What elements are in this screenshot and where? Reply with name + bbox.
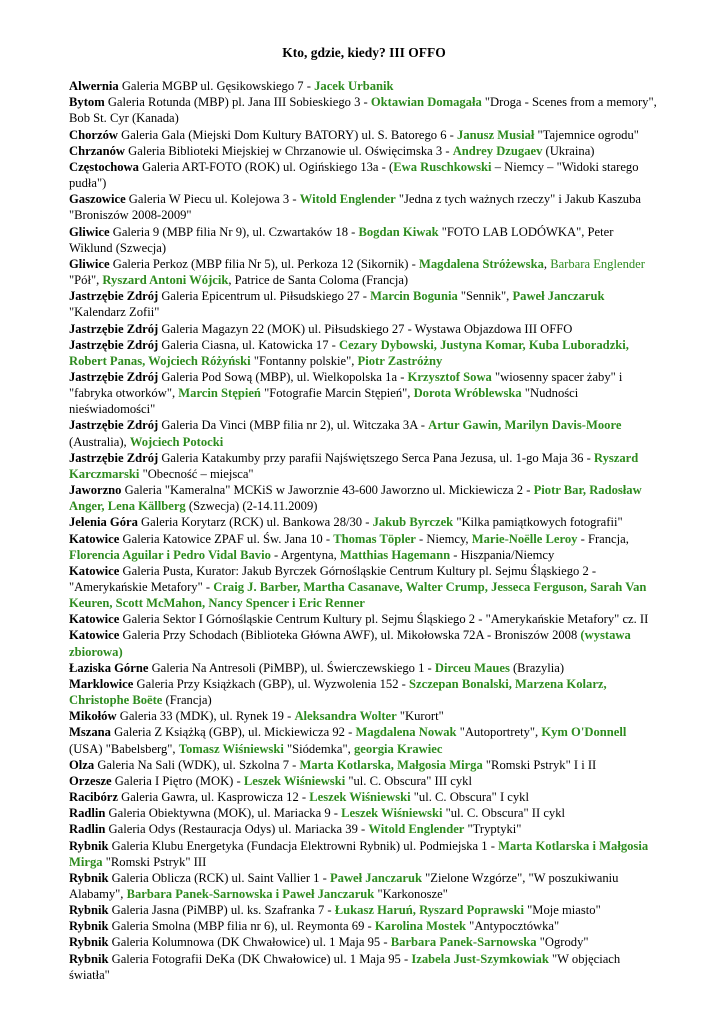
entry-text: Galeria Epicentrum ul. Piłsudskiego 27 - (158, 289, 371, 304)
entry-text: (Brazylia) (509, 660, 565, 675)
artist-name: Piotr Bar, Radosław Anger, Lena Källberg (69, 483, 642, 514)
entry-text: "Romski Pstryk" III (102, 854, 207, 869)
city-name: Jastrzębie Zdrój (69, 369, 159, 384)
city-name: Rybnik (69, 919, 109, 934)
city-name: Orzesze (69, 773, 112, 788)
entry-text: "Nudności nieświadomości" (69, 386, 579, 417)
entry-text: "Romski Pstryk" I i II (482, 757, 597, 772)
artist-name: Dorota Wróblewska (413, 386, 522, 401)
listing-entry (69, 757, 659, 773)
entry-text: Galeria I Piętro (MOK) - (111, 773, 244, 788)
listing-entry (69, 256, 659, 288)
entry-text: Galeria Perkoz (MBP filia Nr 5), ul. Perkoza 12 (Sikornik) - (109, 256, 419, 271)
listing-entry (69, 514, 659, 530)
entry-text: Galeria W Piecu ul. Kolejowa 3 - (125, 192, 300, 207)
artist-name: Craig J. Barber, Martha Casanave, Walter Crump, Jesseca Ferguson, Sarah Van Keuren, Scott McMahon, Nancy Spencer i Eric Renner (69, 580, 647, 611)
entry-text: (Ukraina) (542, 143, 595, 158)
artist-name: Barbara Panek-Sarnowska i Paweł Janczaruk (126, 886, 375, 901)
artist-name: Witold Englender (299, 192, 396, 207)
document-title: Kto, gdzie, kiedy? III OFFO (282, 45, 446, 60)
entry-text: Galeria Katowice ZPAF ul. Św. Jana 10 - (119, 531, 334, 546)
entry-text: Galeria 9 (MBP filia Nr 9), ul. Czwartaków 18 - (109, 224, 359, 239)
city-name: Radlin (69, 806, 106, 821)
artist-name: Oktawian Domagała (370, 95, 482, 110)
artist-name: Paweł Janczaruk (512, 289, 605, 304)
entry-text: "Autoportrety", (456, 725, 542, 740)
artist-name: Andrey Dzugaev (452, 143, 543, 158)
artist-name: Karolina Mostek (374, 919, 466, 934)
entry-text: "Sennik", (457, 289, 513, 304)
listing-entry (69, 369, 659, 417)
artist-name: Leszek Wiśniewski (309, 790, 411, 805)
listing-entry (69, 838, 659, 870)
entry-text: Galeria Odys (Restauracja Odys) ul. Mariacka 39 - (105, 822, 369, 837)
artist-name: Krzysztof Sowa (407, 369, 492, 384)
artist-name: Ryszard Karczmarski (69, 450, 639, 481)
entry-text: Galeria Smolna (MBP filia nr 6), ul. Reymonta 69 - (108, 919, 375, 934)
city-name: Rybnik (69, 870, 109, 885)
artist-name: Leszek Wiśniewski (341, 806, 443, 821)
artist-name: Marie-Noëlle Leroy (471, 531, 578, 546)
entry-text: Galeria Oblicza (RCK) ul. Saint Vallier 1 - (108, 870, 330, 885)
city-name: Radlin (69, 822, 106, 837)
entry-text: Galeria ART-FOTO (ROK) ul. Ogińskiego 13a - ( (138, 159, 394, 174)
artist-name: Marta Kotlarska, Małgosia Mirga (299, 757, 483, 772)
entry-text: Galeria Gala (Miejski Dom Kultury BATORY) ul. S. Batorego 6 - (117, 127, 458, 142)
city-name: Bytom (69, 95, 105, 110)
artist-name: Leszek Wiśniewski (243, 773, 346, 788)
listing-entry (69, 143, 659, 159)
entry-text: Galeria "Kameralna" MCKiS w Jaworznie 43-600 Jaworzno ul. Mickiewicza 2 - (121, 483, 534, 498)
entry-text: "Kalendarz Zofii" (69, 305, 160, 320)
artist-name: Jakub Byrczek (372, 515, 454, 530)
entry-text: "Obecność – miejsca" (139, 466, 254, 481)
listing-entry (69, 224, 659, 256)
artist-name: (wystawa zbiorowa) (69, 628, 631, 659)
city-name: Alwernia (69, 79, 119, 94)
entry-text: "Siódemka", (283, 741, 354, 756)
entry-text: "Fontanny polskie", (250, 353, 358, 368)
city-name: Racibórz (69, 790, 118, 805)
listing-entry (69, 94, 659, 126)
city-name: Katowice (69, 628, 120, 643)
listing-entry (69, 482, 659, 514)
city-name: Łaziska Górne (69, 660, 149, 675)
city-name: Rybnik (69, 838, 109, 853)
entry-text: "Tryptyki" (464, 822, 522, 837)
listing-entry (69, 417, 659, 449)
artist-name: Ewa Ruschkowski (393, 159, 492, 174)
listing-entry (69, 531, 659, 563)
entry-text: - Argentyna, (270, 547, 340, 562)
entry-text: "ul. C. Obscura" I cykl (410, 790, 529, 805)
city-name: Jaworzno (69, 483, 122, 498)
entry-text: Galeria Kolumnowa (DK Chwałowice) ul. 1 Maja 95 - (108, 935, 391, 950)
city-name: Jastrzębie Zdrój (69, 450, 159, 465)
entry-text: "Moje miasto" (523, 903, 601, 918)
entry-text: "Ogrody" (536, 935, 589, 950)
entry-text: "ul. C. Obscura" III cykl (345, 773, 472, 788)
listing-entry (69, 288, 659, 320)
entry-text: "Jedna z tych ważnych rzeczy" i Jakub Kaszuba "Broniszów 2008-2009" (69, 192, 641, 223)
city-name: Mszana (69, 725, 111, 740)
city-name: Jastrzębie Zdrój (69, 337, 159, 352)
listing-entry (69, 789, 659, 805)
artist-name: Tomasz Wiśniewski (178, 741, 284, 756)
entry-text: "Karkonosze" (374, 886, 448, 901)
artist-name: Marta Kotlarska i Małgosia Mirga (69, 838, 649, 869)
artist-name: georgia Krawiec (353, 741, 443, 756)
entry-text: , (543, 256, 551, 271)
entry-text: Galeria Biblioteki Miejskiej w Chrzanowie ul. Oświęcimska 3 - (124, 143, 453, 158)
city-name: Jastrzębie Zdrój (69, 418, 159, 433)
gallery-listing (69, 78, 659, 983)
artist-name: Jacek Urbanik (314, 79, 394, 94)
city-name: Katowice (69, 563, 120, 578)
listing-entry (69, 870, 659, 902)
city-name: Jastrzębie Zdrój (69, 289, 159, 304)
entry-text: "FOTO LAB LODÓWKA", Peter Wiklund (Szwecja) (69, 224, 614, 255)
entry-text: - Francja, (577, 531, 629, 546)
listing-entry (69, 934, 659, 950)
artist-name: Artur Gawin, Marilyn Davis-Moore (428, 418, 622, 433)
entry-text: - Niemcy, (415, 531, 472, 546)
listing-entry (69, 159, 659, 191)
entry-text: "Kurort" (396, 709, 444, 724)
city-name: Katowice (69, 612, 120, 627)
entry-text: Galeria Fotografii DeKa (DK Chwałowice) ul. 1 Maja 95 - (108, 951, 412, 966)
city-name: Jelenia Góra (69, 515, 138, 530)
entry-text: Galeria Klubu Energetyka (Fundacja Elektrowni Rybnik) ul. Podmiejska 1 - (108, 838, 499, 853)
city-name: Jastrzębie Zdrój (69, 321, 159, 336)
listing-entry (69, 563, 659, 611)
entry-text: (Francja) (162, 693, 212, 708)
artist-name: Ryszard Antoni Wójcik (102, 273, 229, 288)
city-name: Rybnik (69, 903, 109, 918)
listing-entry (69, 191, 659, 223)
entry-text: "W objęciach światła" (69, 951, 621, 982)
entry-text: Galeria Przy Książkach (GBP), ul. Wyzwolenia 152 - (133, 676, 410, 691)
entry-text: Galeria MGBP ul. Gęsikowskiego 7 - (118, 79, 315, 94)
listing-entry (69, 660, 659, 676)
artist-name: Aleksandra Wolter (294, 709, 397, 724)
city-name: Katowice (69, 531, 120, 546)
entry-text: Galeria 33 (MDK), ul. Rynek 19 - (116, 709, 295, 724)
entry-text: - Hiszpania/Niemcy (450, 547, 555, 562)
entry-text: (Szwecja) (2-14.11.2009) (185, 499, 318, 514)
entry-text: "Droga - Scenes from a memory", Bob St. Cyr (Kanada) (69, 95, 657, 126)
listing-entry (69, 805, 659, 821)
artist-name: Thomas Töpler (333, 531, 416, 546)
city-name: Marklowice (69, 676, 134, 691)
artist-name: Marcin Stępień (178, 386, 261, 401)
entry-text: "Pół", (69, 273, 103, 288)
city-name: Gaszowice (69, 192, 126, 207)
listing-entry (69, 321, 659, 337)
artist-name: Barbara Panek-Sarnowska (390, 935, 537, 950)
entry-text: "Tajemnice ogrodu" (534, 127, 639, 142)
entry-text: Galeria Z Książką (GBP), ul. Mickiewicza 92 - (110, 725, 356, 740)
artist-name: Barbara Englender (550, 256, 645, 271)
artist-name: Szczepan Bonalski, Marzena Kolarz, Christophe Boëte (69, 676, 607, 708)
artist-name: Magdalena Nowak (355, 725, 457, 740)
listing-entry (69, 708, 659, 724)
city-name: Chorzów (69, 127, 118, 142)
entry-text: Galeria Ciasna, ul. Katowicka 17 - (158, 337, 339, 352)
listing-entry (69, 918, 659, 934)
artist-name: Janusz Musiał (457, 127, 535, 142)
listing-entry (69, 611, 659, 627)
listing-entry (69, 78, 659, 94)
listing-entry (69, 627, 659, 659)
city-name: Rybnik (69, 935, 109, 950)
city-name: Rybnik (69, 951, 109, 966)
listing-entry (69, 773, 659, 789)
entry-text: "Zielone Wzgórze", "W poszukiwaniu Alabamy", (69, 870, 619, 901)
artist-name: Izabela Just-Szymkowiak (411, 951, 549, 966)
entry-text: Galeria Korytarz (RCK) ul. Bankowa 28/30 - (137, 515, 373, 530)
entry-text: Galeria Przy Schodach (Biblioteka Główna AWF), ul. Mikołowska 72A - Broniszów 2008 (119, 628, 581, 643)
entry-text: Galeria Da Vinci (MBP filia nr 2), ul. Witczaka 3A - (158, 418, 429, 433)
artist-name: Cezary Dybowski, Justyna Komar, Kuba Luboradzki, Robert Panas, Wojciech Różyński (69, 337, 629, 368)
artist-name: Piotr Zastróżny (357, 353, 443, 368)
entry-text: Galeria Magazyn 22 (MOK) ul. Piłsudskiego 27 - Wystawa Objazdowa III OFFO (158, 321, 573, 336)
artist-name: Witold Englender (368, 822, 465, 837)
entry-text: Galeria Rotunda (MBP) pl. Jana III Sobieskiego 3 - (104, 95, 371, 110)
entry-text: Galeria Sektor I Górnośląskie Centrum Kultury pl. Sejmu Śląskiego 2 - "Amerykańskie Metafory" cz. II (119, 612, 649, 627)
artist-name: Bogdan Kiwak (358, 224, 439, 239)
entry-text: – Niemcy – "Widoki starego pudła") (69, 159, 639, 191)
entry-text: "Kilka pamiątkowych fotografii" (453, 515, 623, 530)
city-name: Gliwice (69, 224, 110, 239)
entry-text: , Patrice de Santa Coloma (Francja) (228, 273, 409, 288)
entry-text: Galeria Obiektywna (MOK), ul. Mariacka 9 - (105, 806, 342, 821)
document-page (69, 40, 659, 983)
entry-text: Galeria Katakumby przy parafii Najświętszego Serca Pana Jezusa, ul. 1-go Maja 36 - (158, 450, 594, 465)
entry-text: (USA) "Babelsberg", (69, 741, 179, 756)
artist-name: Paweł Janczaruk (329, 870, 422, 885)
entry-text: Galeria Na Antresoli (PiMBP), ul. Świerczewskiego 1 - (148, 660, 435, 675)
entry-text: (Australia), (69, 434, 130, 449)
listing-entry (69, 821, 659, 837)
artist-name: Marcin Bogunia (370, 289, 458, 304)
entry-text: "ul. C. Obscura" II cykl (442, 806, 566, 821)
listing-entry (69, 676, 659, 708)
listing-entry (69, 902, 659, 918)
listing-entry (69, 951, 659, 983)
listing-entry (69, 724, 659, 756)
listing-entry (69, 337, 659, 369)
city-name: Gliwice (69, 256, 110, 271)
artist-name: Matthias Hagemann (339, 547, 451, 562)
entry-text: Galeria Na Sali (WDK), ul. Szkolna 7 - (94, 757, 300, 772)
artist-name: Łukasz Haruń, Ryszard Poprawski (334, 903, 524, 918)
entry-text: "wiosenny spacer żaby" i "fabryka otworków", (69, 369, 623, 401)
artist-name: Wojciech Potocki (129, 434, 224, 449)
city-name: Olza (69, 757, 95, 772)
artist-name: Kym O'Donnell (541, 725, 627, 740)
entry-text: Galeria Jasna (PiMBP) ul. ks. Szafranka 7 - (108, 903, 335, 918)
city-name: Chrzanów (69, 143, 125, 158)
entry-text: "Antypocztówka" (465, 919, 560, 934)
entry-text: Galeria Pusta, Kurator: Jakub Byrczek Górnośląskie Centrum Kultury pl. Sejmu Śląskiego 2 - "Amerykańskie Metafory" - (69, 563, 597, 594)
artist-name: Dirceu Maues (434, 660, 510, 675)
city-name: Częstochowa (69, 159, 139, 174)
city-name: Mikołów (69, 709, 117, 724)
listing-entry (69, 450, 659, 482)
artist-name: Florencia Aguilar i Pedro Vidal Bavio (69, 547, 271, 562)
listing-entry (69, 127, 659, 143)
entry-text: Galeria Gawra, ul. Kasprowicza 12 - (117, 790, 310, 805)
entry-text: Galeria Pod Sową (MBP), ul. Wielkopolska 1a - (158, 369, 408, 384)
artist-name: Magdalena Stróżewska (419, 256, 544, 271)
entry-text: "Fotografie Marcin Stępień", (260, 386, 414, 401)
